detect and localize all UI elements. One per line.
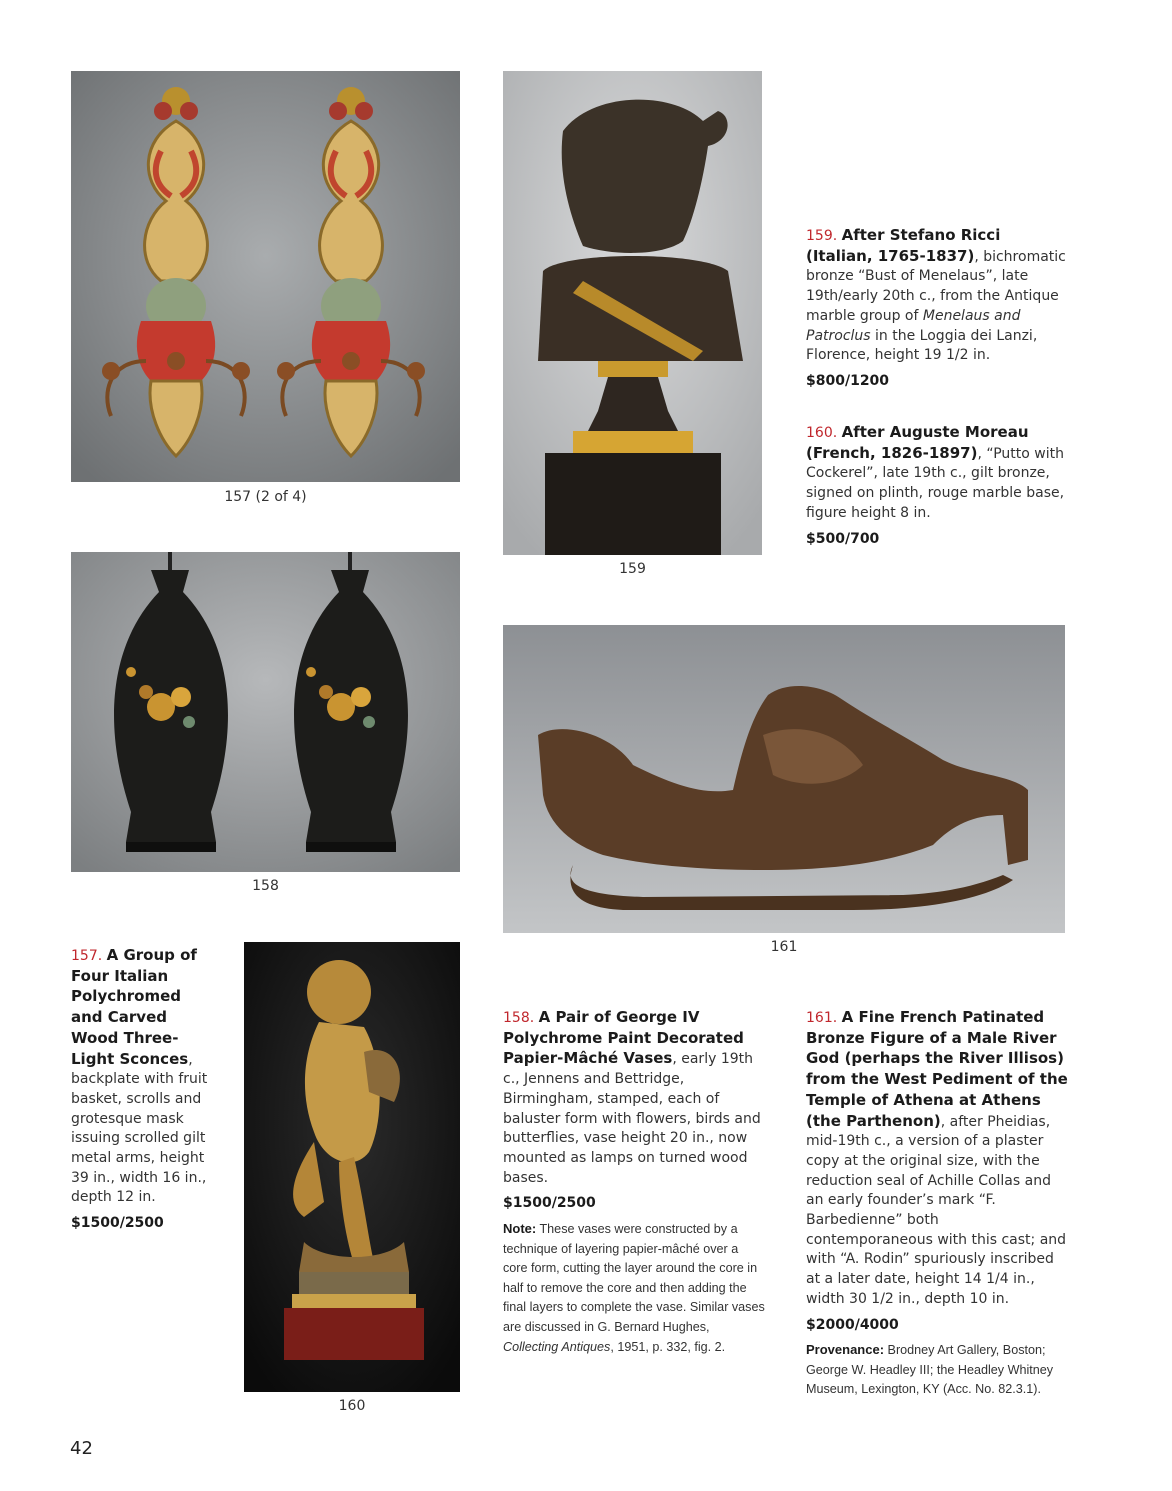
caption-158: 158 bbox=[252, 878, 279, 894]
photo-vases bbox=[71, 552, 460, 872]
lot-number: 161. bbox=[806, 1010, 838, 1026]
note-italic: Collecting Antiques bbox=[503, 1339, 611, 1354]
provenance-label: Provenance: bbox=[806, 1342, 885, 1358]
lot-title: A Group of Four Italian Polychromed and Carved Wood Three-Light Sconces bbox=[71, 946, 197, 1068]
lot-estimate: $500/700 bbox=[806, 530, 880, 547]
lot-number: 158. bbox=[503, 1010, 535, 1026]
note-label: Note: bbox=[503, 1221, 537, 1237]
lot-title: A Pair of George IV Polychrome Paint Decorated Papier-Mâché Vases bbox=[503, 1008, 744, 1068]
lot-estimate: $1500/2500 bbox=[503, 1195, 596, 1212]
provenance-text: Brodney Art Gallery, Boston; George W. Headley III; the Headley Whitney Museum, Lexington, KY (Acc. No. 82.3.1). bbox=[806, 1343, 1054, 1397]
lot-description-italic: Menelaus and Patroclus bbox=[806, 307, 1021, 344]
lot-title: After Auguste Moreau (French, 1826-1897) bbox=[806, 423, 1029, 462]
caption-159: 159 bbox=[619, 561, 646, 577]
photo-river-god bbox=[503, 625, 1065, 933]
lot-title: A Fine French Patinated Bronze Figure of a Male River God (perhaps the River Illisos) from the West Pediment of the Temple of Athena at Athens (the Parthenon) bbox=[806, 1008, 1068, 1130]
caption-161: 161 bbox=[770, 939, 798, 955]
lot-number: 160. bbox=[806, 425, 838, 441]
lot-number: 157. bbox=[71, 948, 103, 964]
lot-estimate: $2000/4000 bbox=[806, 1316, 899, 1333]
lot-158 bbox=[503, 1008, 765, 1357]
lot-157 bbox=[71, 946, 211, 1234]
lot-description: , bichromatic bronze “Bust of Menelaus”, late 19th/early 20th c., from the Antique marble group of bbox=[806, 248, 1066, 324]
lot-160 bbox=[806, 423, 1068, 549]
caption-157: 157 (2 of 4) bbox=[224, 489, 307, 505]
lot-title: After Stefano Ricci (Italian, 1765-1837) bbox=[806, 226, 1001, 265]
lot-note bbox=[503, 1219, 765, 1357]
lot-estimate: $800/1200 bbox=[806, 372, 890, 389]
lot-number: 159. bbox=[806, 228, 838, 244]
lot-159 bbox=[806, 226, 1068, 392]
photo-bust bbox=[503, 71, 762, 555]
page-number: 42 bbox=[70, 1438, 93, 1459]
photo-sconces bbox=[71, 71, 460, 482]
lot-provenance bbox=[806, 1340, 1070, 1400]
caption-160: 160 bbox=[338, 1398, 366, 1414]
note-text: , 1951, p. 332, fig. 2. bbox=[610, 1339, 726, 1354]
lot-description: , backplate with fruit basket, scrolls and grotesque mask issuing scrolled gilt metal arms, height 39 in., width 16 in., depth 12 in. bbox=[71, 1051, 208, 1206]
note-text: These vases were constructed by a technique of layering papier-mâché over a core form, cutting the layer around the core in half to remove the core and then adding the final layers to complete the vase. Similar vases are discussed in G. Bernard Hughes, bbox=[503, 1222, 765, 1334]
lot-description: , “Putto with Cockerel”, late 19th c., gilt bronze, signed on plinth, rouge marble base, figure height 8 in. bbox=[806, 445, 1065, 521]
lot-description: , early 19th c., Jennens and Bettridge, Birmingham, stamped, each of baluster form with flowers, birds and butterflies, vase height 20 in., now mounted as lamps on turned wood bases. bbox=[503, 1051, 761, 1186]
photo-putto bbox=[244, 942, 460, 1392]
lot-description: , after Pheidias, mid-19th c., a version of a plaster copy at the original size, with the reduction seal of Achille Collas and an early founder’s mark “F. Barbedienne” both contemporaneous with this cast; and with “A. Rodin” spuriously inscribed at a later date, height 14 1/4 in., width 30 1/2 in., depth 10 in. bbox=[806, 1113, 1067, 1307]
lot-description: in the Loggia dei Lanzi, Florence, height 19 1/2 in. bbox=[806, 327, 1038, 364]
lot-estimate: $1500/2500 bbox=[71, 1215, 164, 1232]
lot-161 bbox=[806, 1008, 1070, 1400]
